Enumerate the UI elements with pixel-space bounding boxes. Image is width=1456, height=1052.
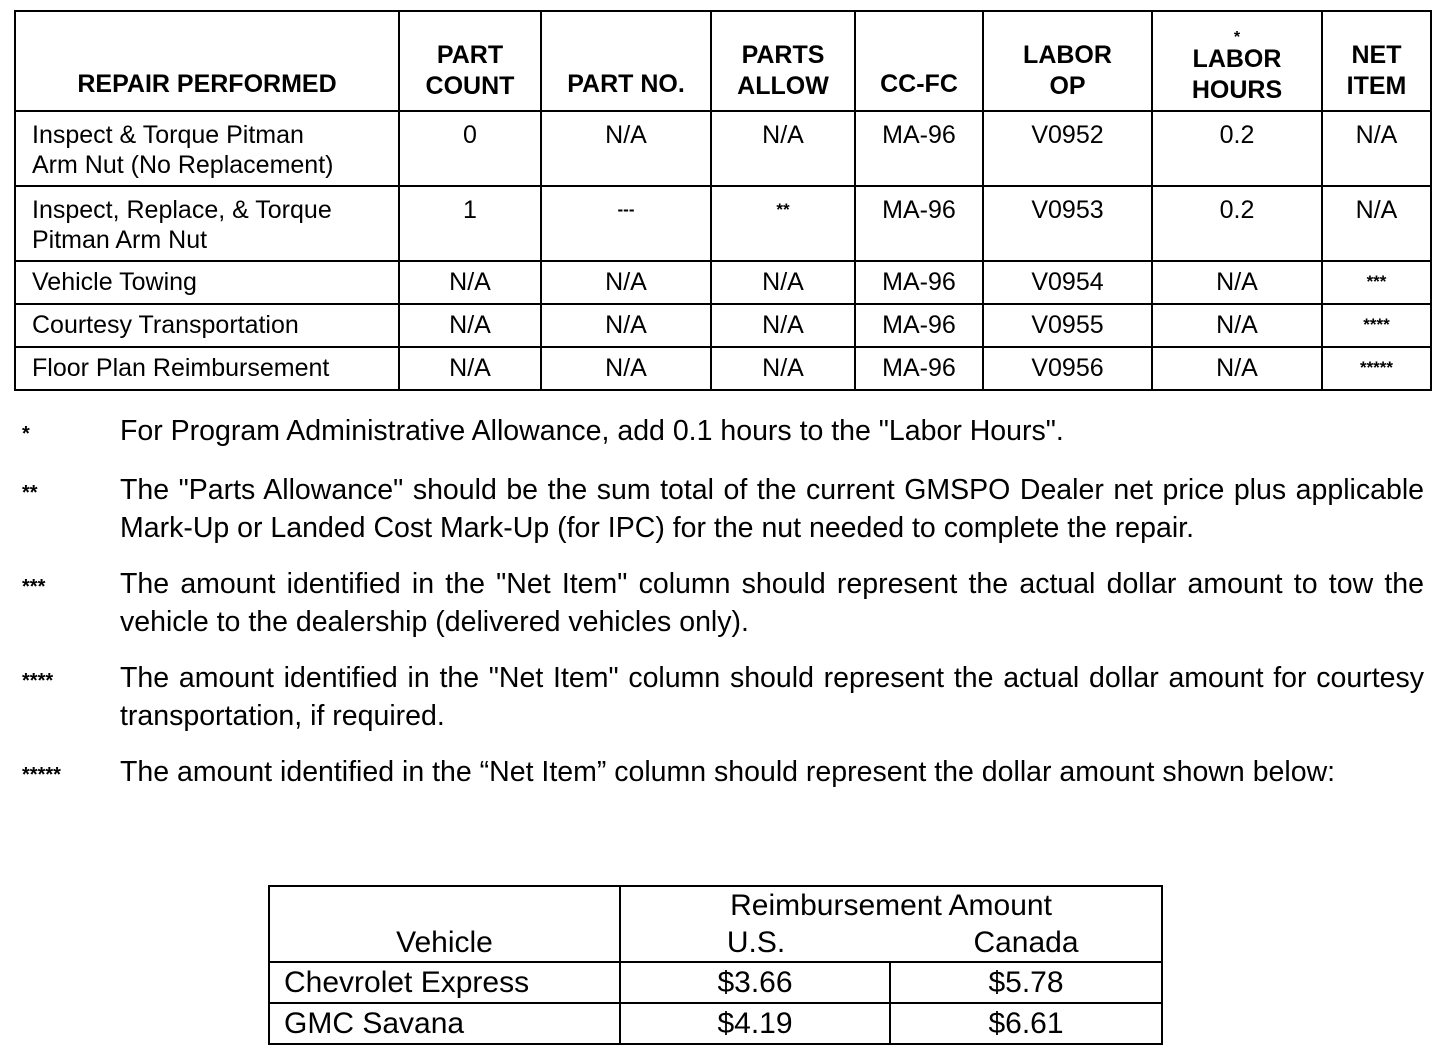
cc-fc-cell: MA-96 bbox=[855, 186, 983, 261]
cc-fc-cell: MA-96 bbox=[855, 347, 983, 390]
labor-hours-cell: 0.2 bbox=[1152, 186, 1322, 261]
header-amount-title: Reimbursement Amount bbox=[730, 889, 1052, 922]
repair-cell: Vehicle Towing bbox=[15, 261, 399, 304]
cc-fc-cell: MA-96 bbox=[855, 111, 983, 186]
table-row bbox=[269, 1003, 1162, 1044]
part-no-cell: N/A bbox=[541, 111, 711, 186]
repair-cell: Inspect & Torque Pitman Arm Nut (No Replacement) bbox=[15, 111, 399, 186]
labor-hours-cell: 0.2 bbox=[1152, 111, 1322, 186]
footnote bbox=[22, 565, 1424, 641]
net-item-cell: ***** bbox=[1322, 347, 1431, 390]
header-part-no: PART NO. bbox=[541, 11, 711, 111]
footnotes bbox=[22, 412, 1424, 812]
repair-cell: Inspect, Replace, & Torque Pitman Arm Nut bbox=[15, 186, 399, 261]
footnote bbox=[22, 471, 1424, 547]
labor-hours-cell: N/A bbox=[1152, 347, 1322, 390]
part-no-cell: N/A bbox=[541, 347, 711, 390]
footnote-text: For Program Administrative Allowance, add 0.1 hours to the "Labor Hours". bbox=[120, 415, 1064, 447]
repair-cell: Floor Plan Reimbursement bbox=[15, 347, 399, 390]
footnote-mark: ** bbox=[22, 482, 38, 504]
footnote bbox=[22, 753, 1424, 794]
footnote bbox=[22, 412, 1424, 453]
part-count-cell: 1 bbox=[399, 186, 541, 261]
part-no-cell: --- bbox=[541, 186, 711, 261]
header-parts-allow: PARTS ALLOW bbox=[711, 11, 855, 111]
footnote-text: The amount identified in the “Net Item” column should represent the dollar amount shown below: bbox=[120, 756, 1336, 788]
footnote-mark: **** bbox=[22, 670, 54, 692]
cc-fc-cell: MA-96 bbox=[855, 304, 983, 347]
parts-allow-cell: N/A bbox=[711, 347, 855, 390]
us-amount-cell: $3.66 bbox=[620, 962, 890, 1003]
header-repair-performed: REPAIR PERFORMED bbox=[15, 11, 399, 111]
part-no-cell: N/A bbox=[541, 261, 711, 304]
parts-allow-cell: N/A bbox=[711, 304, 855, 347]
parts-allow-cell: ** bbox=[711, 186, 855, 261]
table-row bbox=[15, 111, 1431, 186]
repair-table bbox=[14, 10, 1432, 391]
part-count-cell: N/A bbox=[399, 261, 541, 304]
header-us: U.S. bbox=[726, 926, 786, 959]
vehicle-cell: GMC Savana bbox=[269, 1003, 620, 1044]
header-net-item: NET ITEM bbox=[1322, 11, 1431, 111]
part-count-cell: 0 bbox=[399, 111, 541, 186]
labor-hours-footnote-mark: * bbox=[1233, 29, 1241, 46]
net-item-cell: **** bbox=[1322, 304, 1431, 347]
parts-allow-cell: N/A bbox=[711, 261, 855, 304]
net-item-cell: N/A bbox=[1322, 111, 1431, 186]
footnote-mark: ***** bbox=[22, 764, 61, 786]
net-item-cell: *** bbox=[1322, 261, 1431, 304]
footnote bbox=[22, 659, 1424, 735]
vehicle-cell: Chevrolet Express bbox=[269, 962, 620, 1003]
reimbursement-header-row bbox=[269, 886, 1162, 962]
canada-amount-cell: $5.78 bbox=[890, 962, 1162, 1003]
reimbursement-table bbox=[268, 885, 1163, 1045]
table-row bbox=[15, 304, 1431, 347]
labor-hours-cell: N/A bbox=[1152, 304, 1322, 347]
table-row bbox=[15, 347, 1431, 390]
part-no-cell: N/A bbox=[541, 304, 711, 347]
us-amount-cell: $4.19 bbox=[620, 1003, 890, 1044]
table-header-row bbox=[15, 11, 1431, 111]
footnote-mark: * bbox=[22, 423, 30, 445]
part-count-cell: N/A bbox=[399, 347, 541, 390]
repair-cell: Courtesy Transportation bbox=[15, 304, 399, 347]
canada-amount-cell: $6.61 bbox=[890, 1003, 1162, 1044]
header-labor-hours: * LABOR HOURS bbox=[1152, 11, 1322, 111]
table-row bbox=[15, 186, 1431, 261]
footnote-mark: *** bbox=[22, 576, 46, 598]
labor-op-cell: V0954 bbox=[983, 261, 1152, 304]
table-row bbox=[15, 261, 1431, 304]
labor-op-cell: V0955 bbox=[983, 304, 1152, 347]
net-item-cell: N/A bbox=[1322, 186, 1431, 261]
header-canada: Canada bbox=[973, 926, 1079, 959]
footnote-text: The amount identified in the "Net Item" column should represent the actual dollar amount to tow the vehicle to the dealership (delivered vehicles only). bbox=[120, 568, 1424, 638]
header-vehicle: Vehicle bbox=[269, 886, 620, 962]
part-count-cell: N/A bbox=[399, 304, 541, 347]
header-part-count: PART COUNT bbox=[399, 11, 541, 111]
cc-fc-cell: MA-96 bbox=[855, 261, 983, 304]
labor-hours-cell: N/A bbox=[1152, 261, 1322, 304]
parts-allow-cell: N/A bbox=[711, 111, 855, 186]
labor-op-cell: V0953 bbox=[983, 186, 1152, 261]
header-cc-fc: CC-FC bbox=[855, 11, 983, 111]
labor-op-cell: V0952 bbox=[983, 111, 1152, 186]
header-labor-op: LABOR OP bbox=[983, 11, 1152, 111]
footnote-text: The amount identified in the "Net Item" column should represent the actual dollar amount for courtesy transportation, if required. bbox=[120, 662, 1424, 732]
header-reimbursement-amount bbox=[620, 886, 1162, 962]
table-row bbox=[269, 962, 1162, 1003]
labor-op-cell: V0956 bbox=[983, 347, 1152, 390]
footnote-text: The "Parts Allowance" should be the sum total of the current GMSPO Dealer net price plus applicable Mark-Up or Landed Cost Mark-Up (for IPC) for the nut needed to complete the repair. bbox=[120, 474, 1424, 544]
